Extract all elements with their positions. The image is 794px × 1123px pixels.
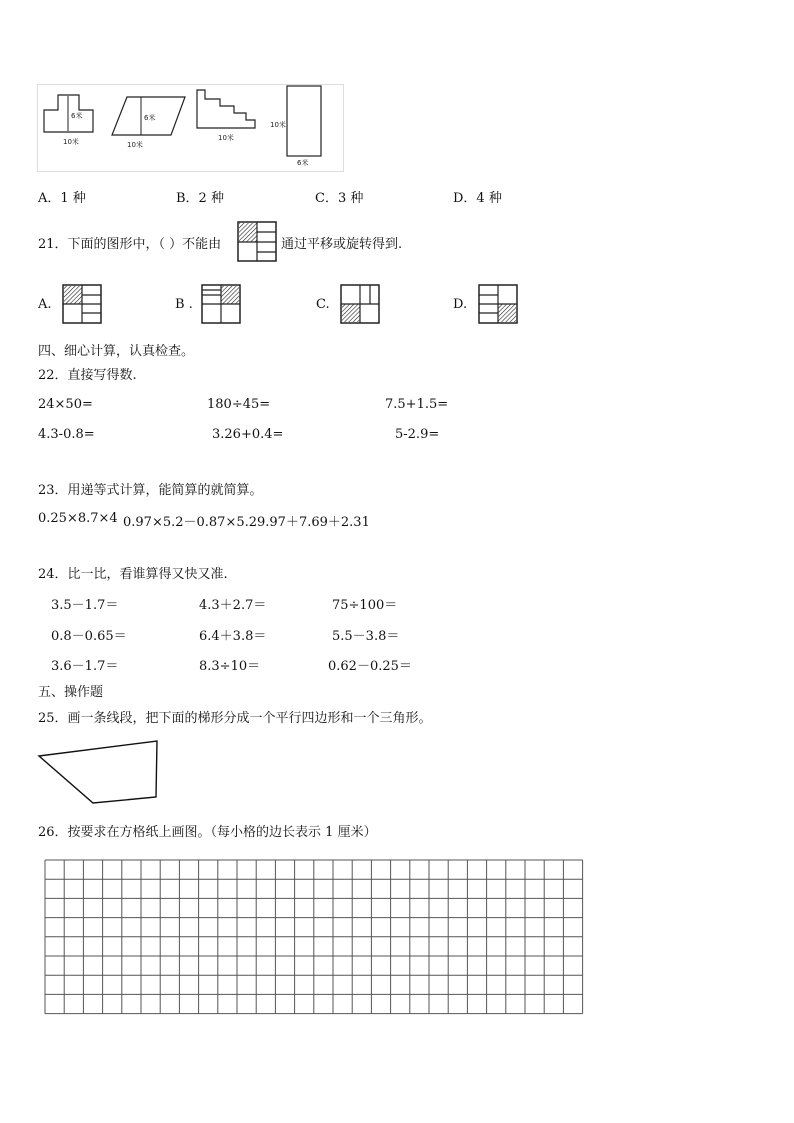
q24-item: 8.3÷10＝ bbox=[199, 659, 261, 674]
f4-height-label: 10米 bbox=[270, 121, 286, 129]
q23-item: 9.97＋7.69＋2.31 bbox=[257, 515, 370, 530]
q22-item: 7.5+1.5= bbox=[385, 397, 449, 412]
q21-question-text: 21．下面的图形中，（ ）不能由 bbox=[38, 237, 222, 252]
q24-item: 3.5－1.7＝ bbox=[51, 598, 119, 613]
q25-title: 25．画一条线段，把下面的梯形分成一个平行四边形和一个三角形。 bbox=[38, 711, 432, 726]
q23-item: 0.25×8.7×4 bbox=[38, 511, 118, 526]
q24-item: 75÷100＝ bbox=[332, 598, 398, 613]
q24-item: 4.3＋2.7＝ bbox=[199, 598, 267, 613]
q24-item: 0.62－0.25＝ bbox=[328, 659, 412, 674]
q24-item: 5.5－3.8＝ bbox=[332, 629, 400, 644]
q22-title: 22．直接写得数. bbox=[38, 368, 137, 383]
q23-item: 0.97×5.2－0.87×5.2 bbox=[123, 515, 258, 530]
q21-option-c[interactable]: C. bbox=[316, 297, 330, 312]
f2-height-label: 6米 bbox=[144, 114, 156, 122]
q22-item: 4.3-0.8= bbox=[38, 427, 95, 442]
q20-option-c[interactable]: C．3 种 bbox=[315, 191, 364, 206]
q22-item: 5-2.9= bbox=[395, 427, 440, 442]
f3-base-label: 10米 bbox=[218, 134, 234, 142]
q21-option-a[interactable]: A. bbox=[38, 297, 52, 312]
q24-item: 0.8－0.65＝ bbox=[51, 629, 127, 644]
q22-item: 24×50= bbox=[38, 397, 93, 412]
section-4-heading: 四、细心计算，认真检查。 bbox=[38, 344, 195, 359]
q20-option-b[interactable]: B．2 种 bbox=[176, 191, 224, 206]
f1-base-label: 10米 bbox=[63, 138, 79, 146]
q24-title: 24．比一比，看谁算得又快又准. bbox=[38, 567, 228, 582]
section-5-heading: 五、操作题 bbox=[38, 685, 104, 700]
q22-item: 3.26+0.4= bbox=[212, 427, 284, 442]
q20-option-d[interactable]: D．4 种 bbox=[453, 191, 502, 206]
q22-item: 180÷45= bbox=[207, 397, 271, 412]
q20-option-a[interactable]: A．1 种 bbox=[38, 191, 86, 206]
f1-height-label: 6米 bbox=[71, 112, 83, 120]
q21-option-d[interactable]: D. bbox=[453, 297, 468, 312]
q23-title: 23．用递等式计算，能简算的就简算。 bbox=[38, 483, 263, 498]
f4-base-label: 6米 bbox=[297, 159, 309, 167]
q26-title: 26．按要求在方格纸上画图。（每小格的边长表示 1 厘米） bbox=[38, 825, 377, 840]
f2-base-label: 10米 bbox=[127, 141, 143, 149]
q21-option-b[interactable]: B . bbox=[175, 297, 193, 312]
q21-question-text-end: 通过平移或旋转得到. bbox=[281, 237, 403, 252]
q24-item: 6.4＋3.8＝ bbox=[199, 629, 267, 644]
q24-item: 3.6－1.7＝ bbox=[51, 659, 119, 674]
